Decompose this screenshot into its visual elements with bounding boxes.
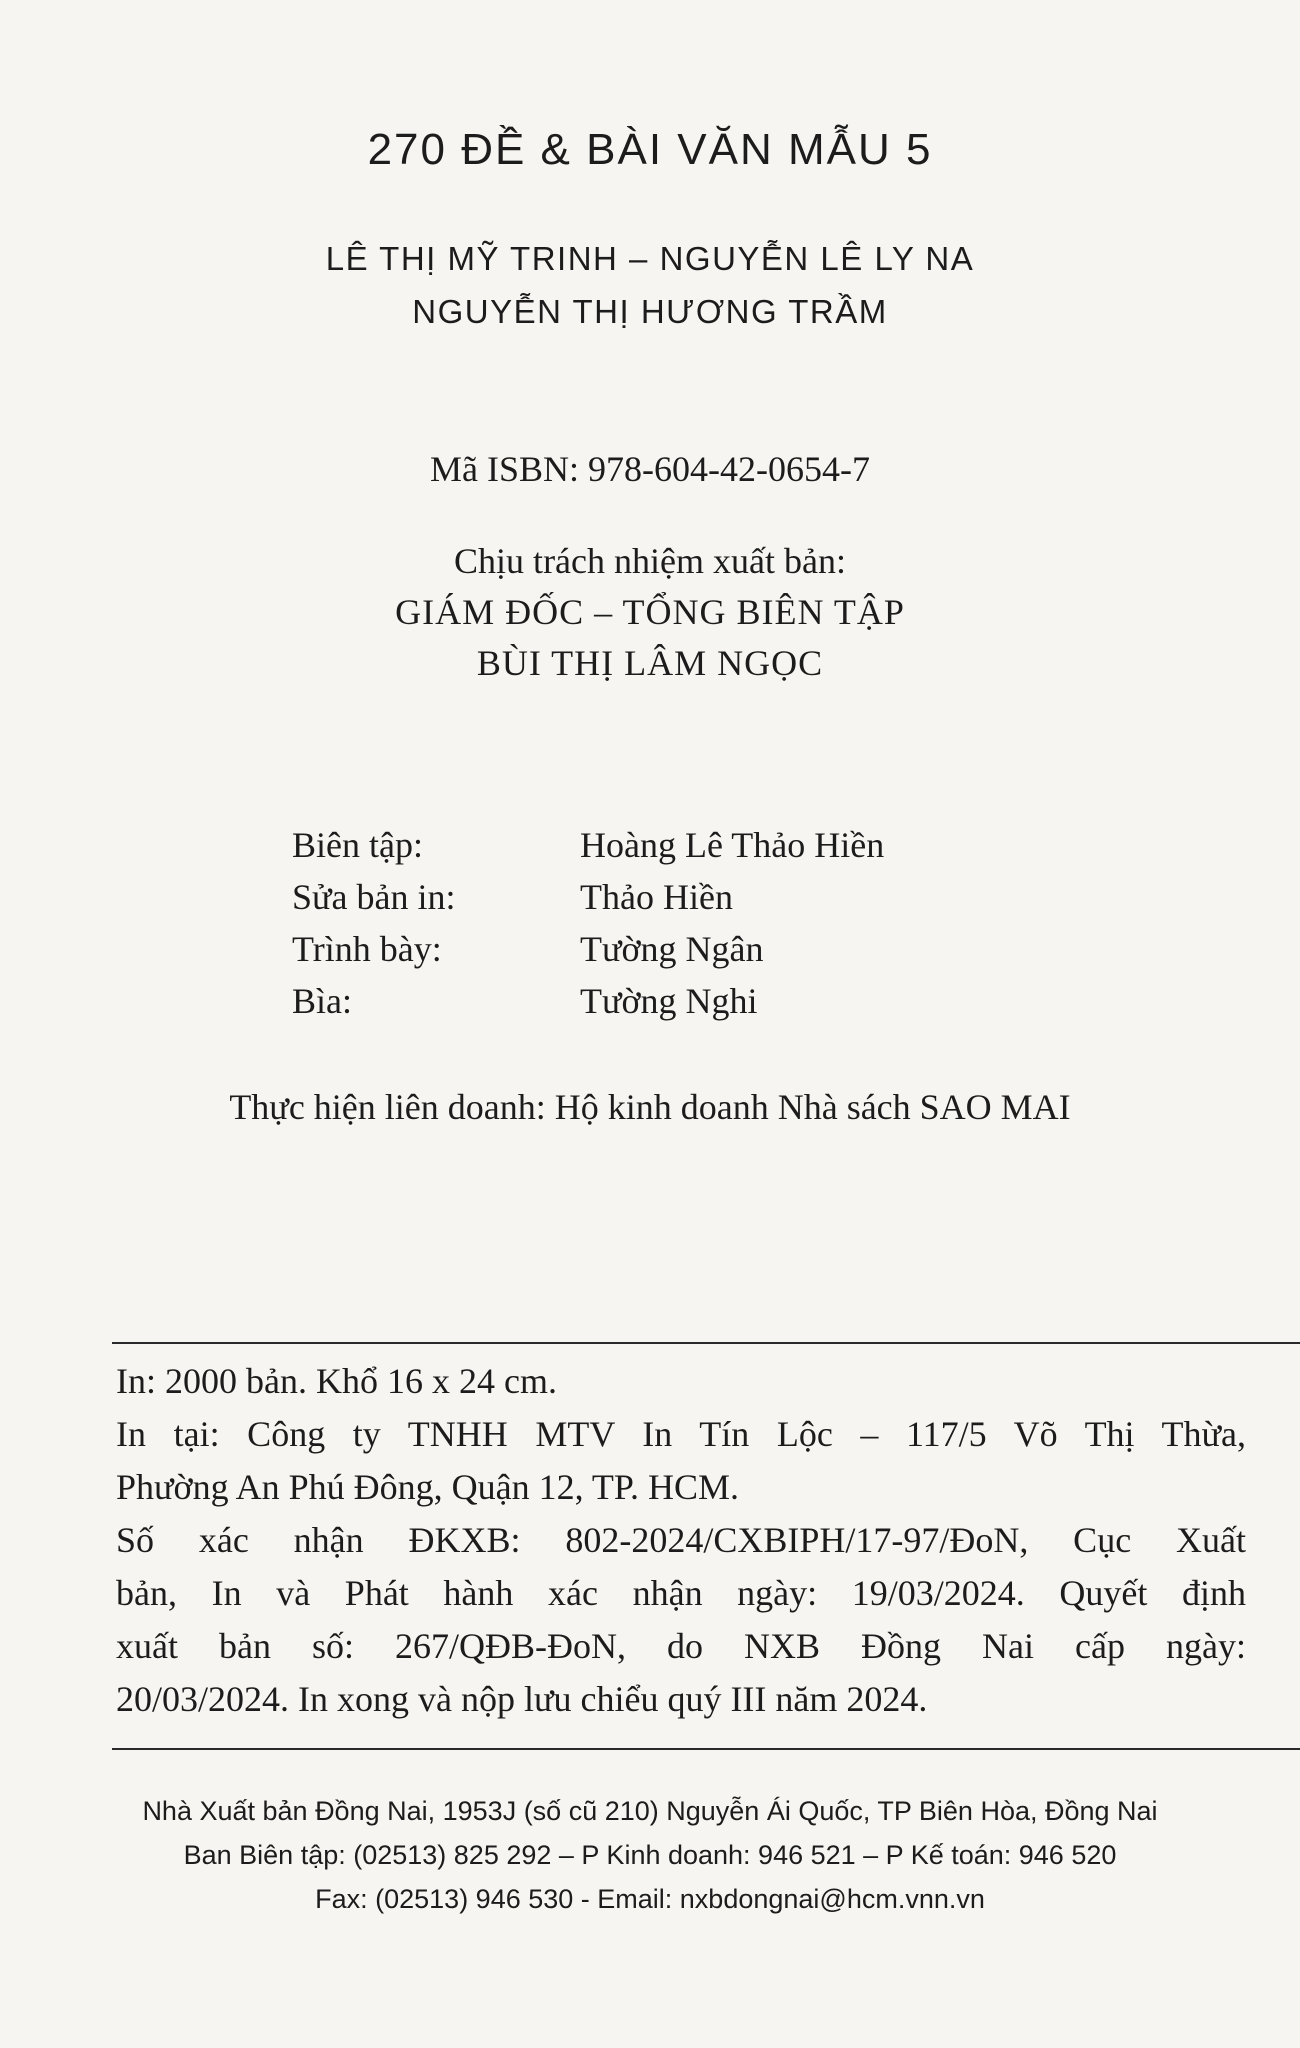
responsibility-name: BÙI THỊ LÂM NGỌC (476, 643, 824, 683)
divider-bottom (112, 1748, 1300, 1750)
credit-label: Biên tập: (292, 825, 423, 865)
credit-value: Tường Nghi (580, 981, 758, 1021)
publisher-address: Nhà Xuất bản Đồng Nai, 1953J (số cũ 210) Nguyễn Ái Quốc, TP Biên Hòa, Đồng Nai (142, 1796, 1158, 1826)
print-info-line: bản, In và Phát hành xác nhận ngày: 19/03/2024. Quyết định (116, 1573, 1246, 1613)
credit-label: Bìa: (292, 981, 352, 1021)
print-info-line: In tại: Công ty TNHH MTV In Tín Lộc – 117/5 Võ Thị Thừa, (116, 1414, 1246, 1454)
publisher-contact: Fax: (02513) 946 530 - Email: nxbdongnai@hcm.vnn.vn (315, 1884, 985, 1914)
credit-label: Trình bày: (292, 929, 442, 969)
responsibility-label: Chịu trách nhiệm xuất bản: (454, 541, 846, 581)
print-info-line: Phường An Phú Đông, Quận 12, TP. HCM. (116, 1467, 739, 1507)
authors-line-2: NGUYỄN THỊ HƯƠNG TRẦM (412, 293, 888, 330)
credit-label: Sửa bản in: (292, 877, 456, 917)
print-info-line: Số xác nhận ĐKXB: 802-2024/CXBIPH/17-97/ĐoN, Cục Xuất (116, 1520, 1246, 1560)
credit-value: Tường Ngân (580, 929, 764, 969)
credit-value: Hoàng Lê Thảo Hiền (580, 825, 885, 865)
joint-venture-line: Thực hiện liên doanh: Hộ kinh doanh Nhà sách SAO MAI (229, 1087, 1071, 1127)
print-info-line: In: 2000 bản. Khổ 16 x 24 cm. (116, 1361, 557, 1401)
responsibility-title: GIÁM ĐỐC – TỔNG BIÊN TẬP (395, 592, 905, 632)
print-info-line: xuất bản số: 267/QĐB-ĐoN, do NXB Đồng Nai cấp ngày: (116, 1626, 1246, 1666)
credit-value: Thảo Hiền (580, 877, 733, 917)
divider-top (112, 1342, 1300, 1344)
print-info-line: 20/03/2024. In xong và nộp lưu chiểu quý III năm 2024. (116, 1679, 928, 1719)
authors-line-1: LÊ THỊ MỸ TRINH – NGUYỄN LÊ LY NA (325, 240, 975, 277)
book-title: 270 ĐỀ & BÀI VĂN MẪU 5 (367, 125, 933, 174)
isbn-code: Mã ISBN: 978-604-42-0654-7 (430, 449, 870, 489)
publisher-phones: Ban Biên tập: (02513) 825 292 – P Kinh doanh: 946 521 – P Kế toán: 946 520 (183, 1840, 1117, 1870)
